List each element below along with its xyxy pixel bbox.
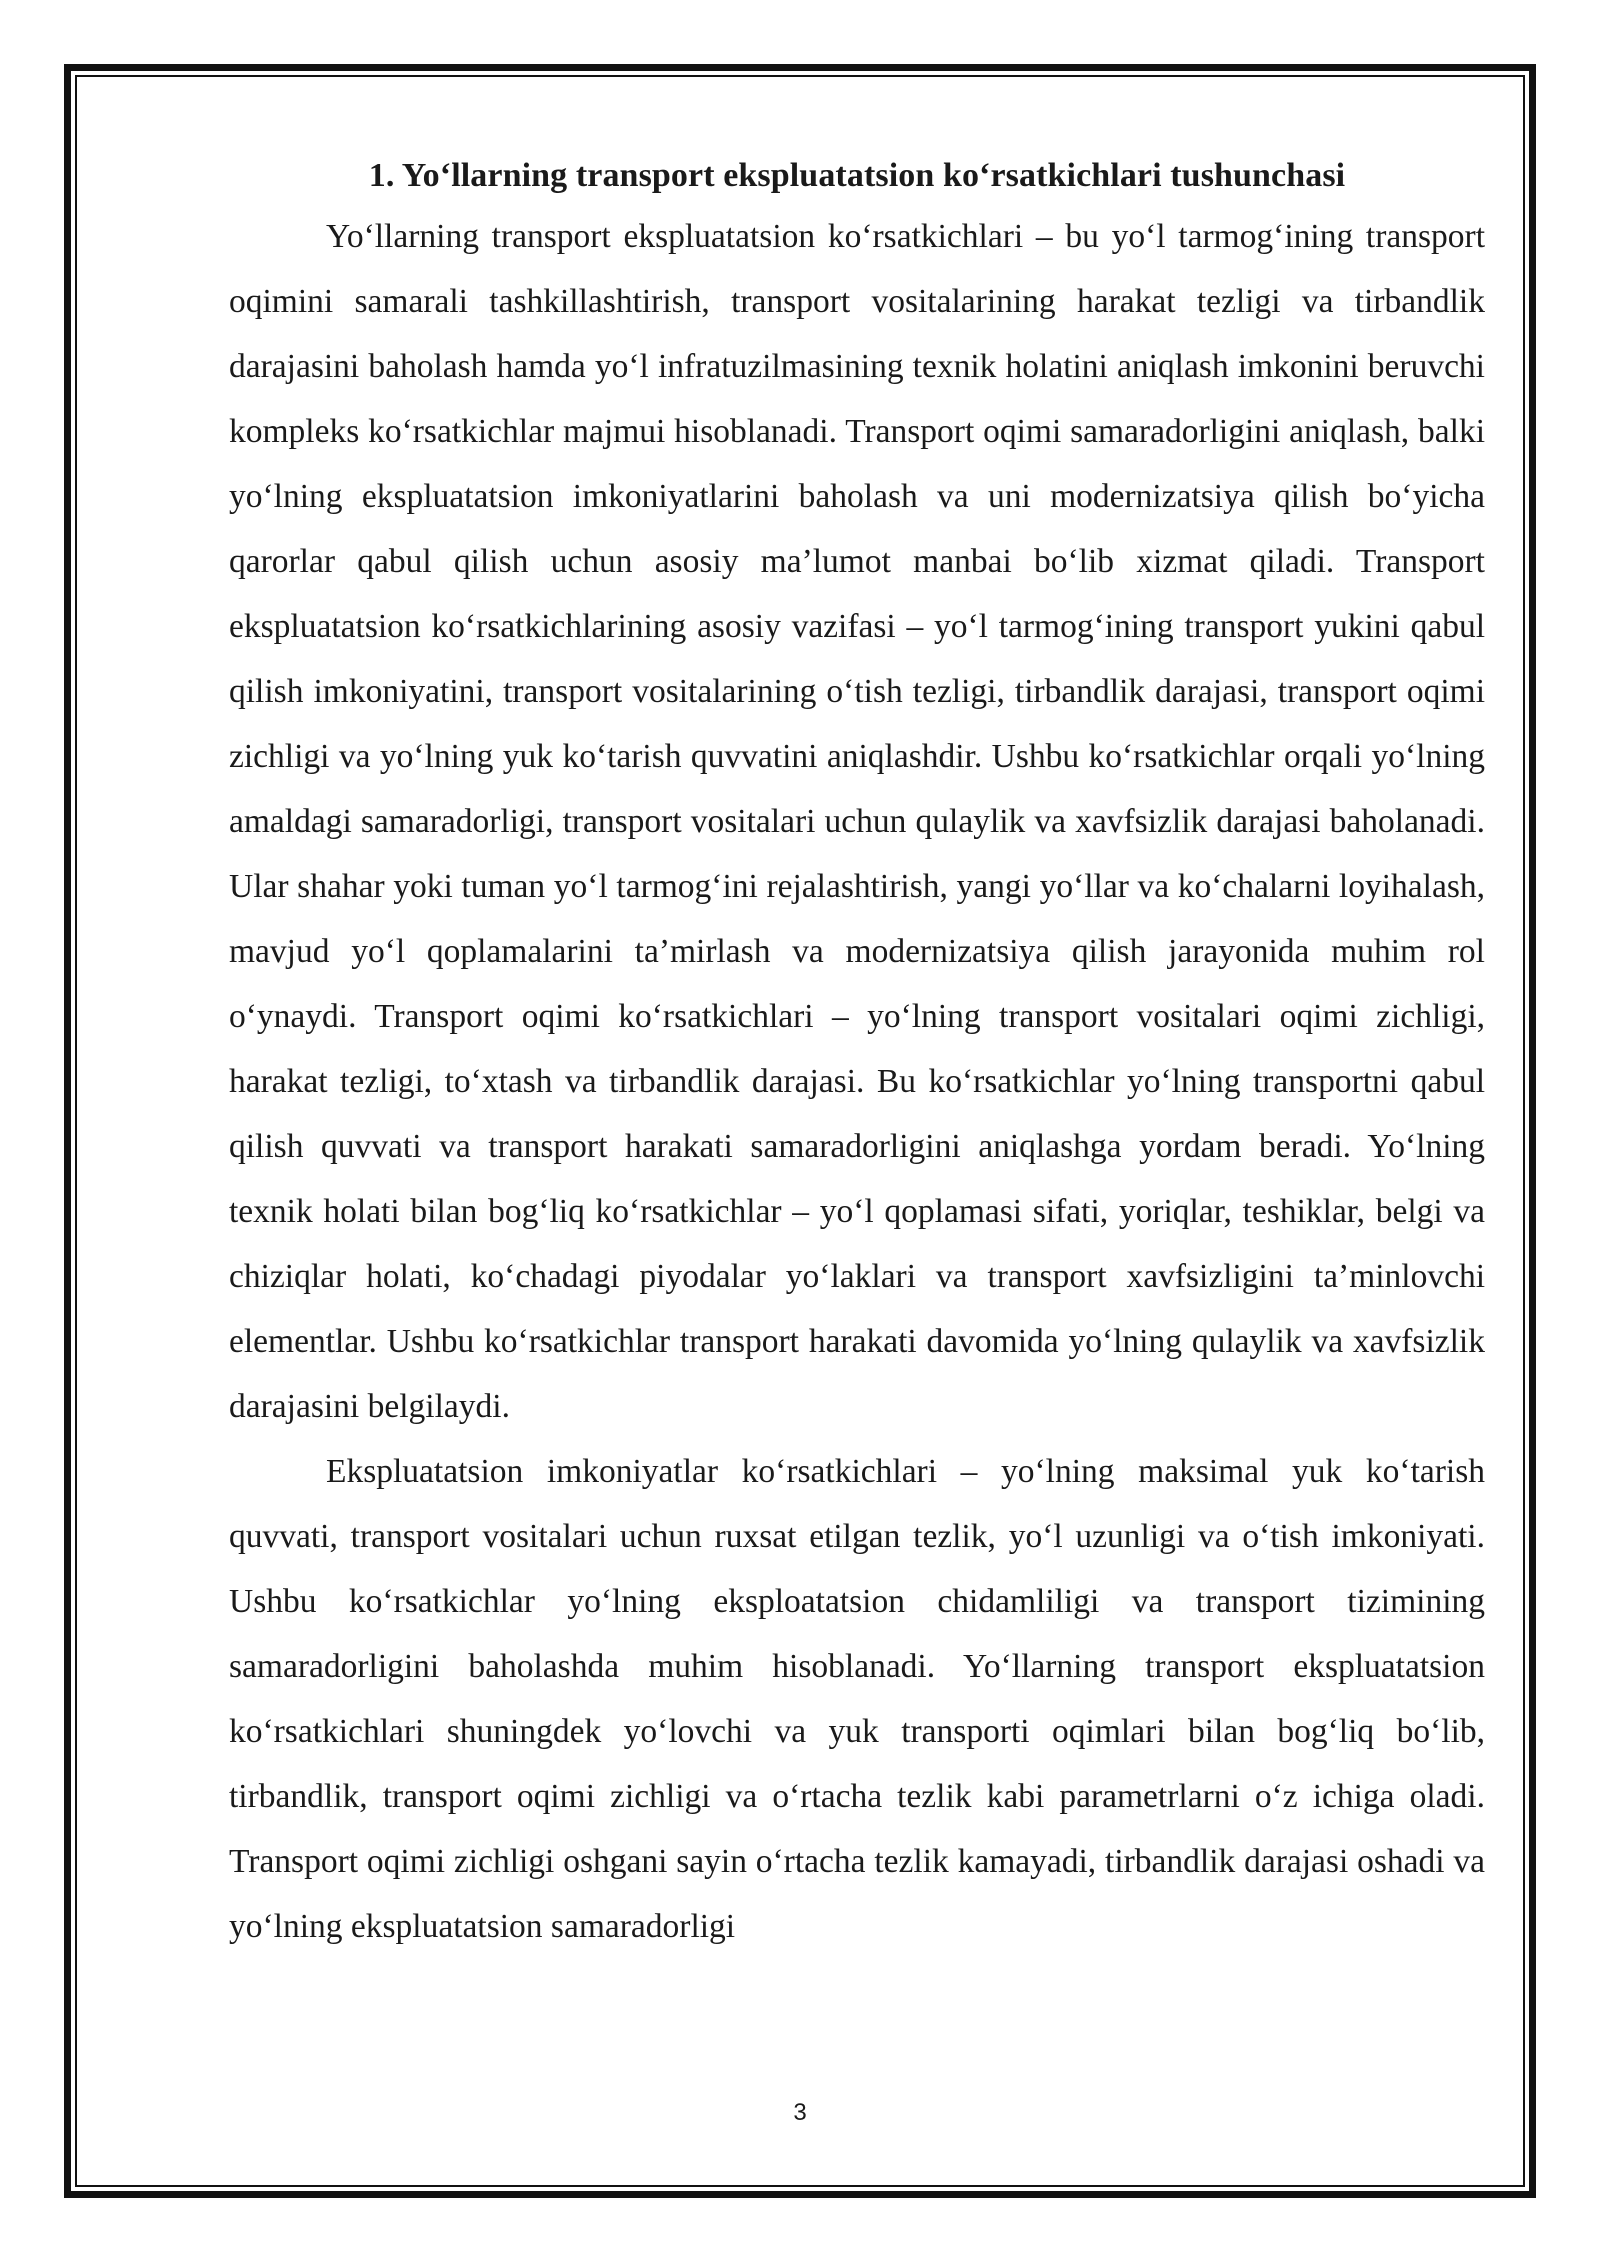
- page-content: [229, 148, 1485, 1959]
- page-number: 3: [793, 2099, 807, 2126]
- paragraph-2: Ekspluatatsion imkoniyatlar ko‘rsatkichlari – yo‘lning maksimal yuk ko‘tarish quvvati, transport vositalari uchun ruxsat etilgan tezlik, yo‘l uzunligi va o‘tish imkoniyati. Ushbu ko‘rsatkichlar yo‘lning eksploatatsion chidamliligi va transport tizimining samaradorligini baholashda muhim hisoblanadi. Yo‘llarning transport ekspluatatsion ko‘rsatkichlari shuningdek yo‘lovchi va yuk transporti oqimlari bilan bog‘liq bo‘lib, tirbandlik, transport oqimi zichligi va o‘rtacha tezlik kabi parametrlarni o‘z ichiga oladi. Transport oqimi zichligi oshgani sayin o‘rtacha tezlik kamayadi, tirbandlik darajasi oshadi va yo‘lning ekspluatatsion samaradorligi: [229, 1453, 1485, 1945]
- paragraph-1: Yo‘llarning transport ekspluatatsion ko‘rsatkichlari – bu yo‘l tarmog‘ining transport oqimini samarali tashkillashtirish, transport vositalarining harakat tezligi va tirbandlik darajasini baholash hamda yo‘l infratuzilmasining texnik holatini aniqlash imkonini beruvchi kompleks ko‘rsatkichlar majmui hisoblanadi. Transport oqimi samaradorligini aniqlash, balki yo‘lning ekspluatatsion imkoniyatlarini baholash va uni modernizatsiya qilish bo‘yicha qarorlar qabul qilish uchun asosiy ma’lumot manbai bo‘lib xizmat qiladi. Transport ekspluatatsion ko‘rsatkichlarining asosiy vazifasi – yo‘l tarmog‘ining transport yukini qabul qilish imkoniyatini, transport vositalarining o‘tish tezligi, tirbandlik darajasi, transport oqimi zichligi va yo‘lning yuk ko‘tarish quvvatini aniqlashdir. Ushbu ko‘rsatkichlar orqali yo‘lning amaldagi samaradorligi, transport vositalari uchun qulaylik va xavfsizlik darajasi baholanadi. Ular shahar yoki tuman yo‘l tarmog‘ini rejalashtirish, yangi yo‘llar va ko‘chalarni loyihalash, mavjud yo‘l qoplamalarini ta’mirlash va modernizatsiya qilish jarayonida muhim rol o‘ynaydi. Transport oqimi ko‘rsatkichlari – yo‘lning transport vositalari oqimi zichligi, harakat tezligi, to‘xtash va tirbandlik darajasi. Bu ko‘rsatkichlar yo‘lning transportni qabul qilish quvvati va transport harakati samaradorligini aniqlashga yordam beradi. Yo‘lning texnik holati bilan bog‘liq ko‘rsatkichlar – yo‘l qoplamasi sifati, yoriqlar, teshiklar, belgi va chiziqlar holati, ko‘chadagi piyodalar yo‘laklari va transport xavfsizligini ta’minlovchi elementlar. Ushbu ko‘rsatkichlar transport harakati davomida yo‘lning qulaylik va xavfsizlik darajasini belgilaydi.: [229, 218, 1485, 1425]
- section-title: 1. Yo‘llarning transport ekspluatatsion ko‘rsatkichlari tushunchasi: [368, 157, 1346, 194]
